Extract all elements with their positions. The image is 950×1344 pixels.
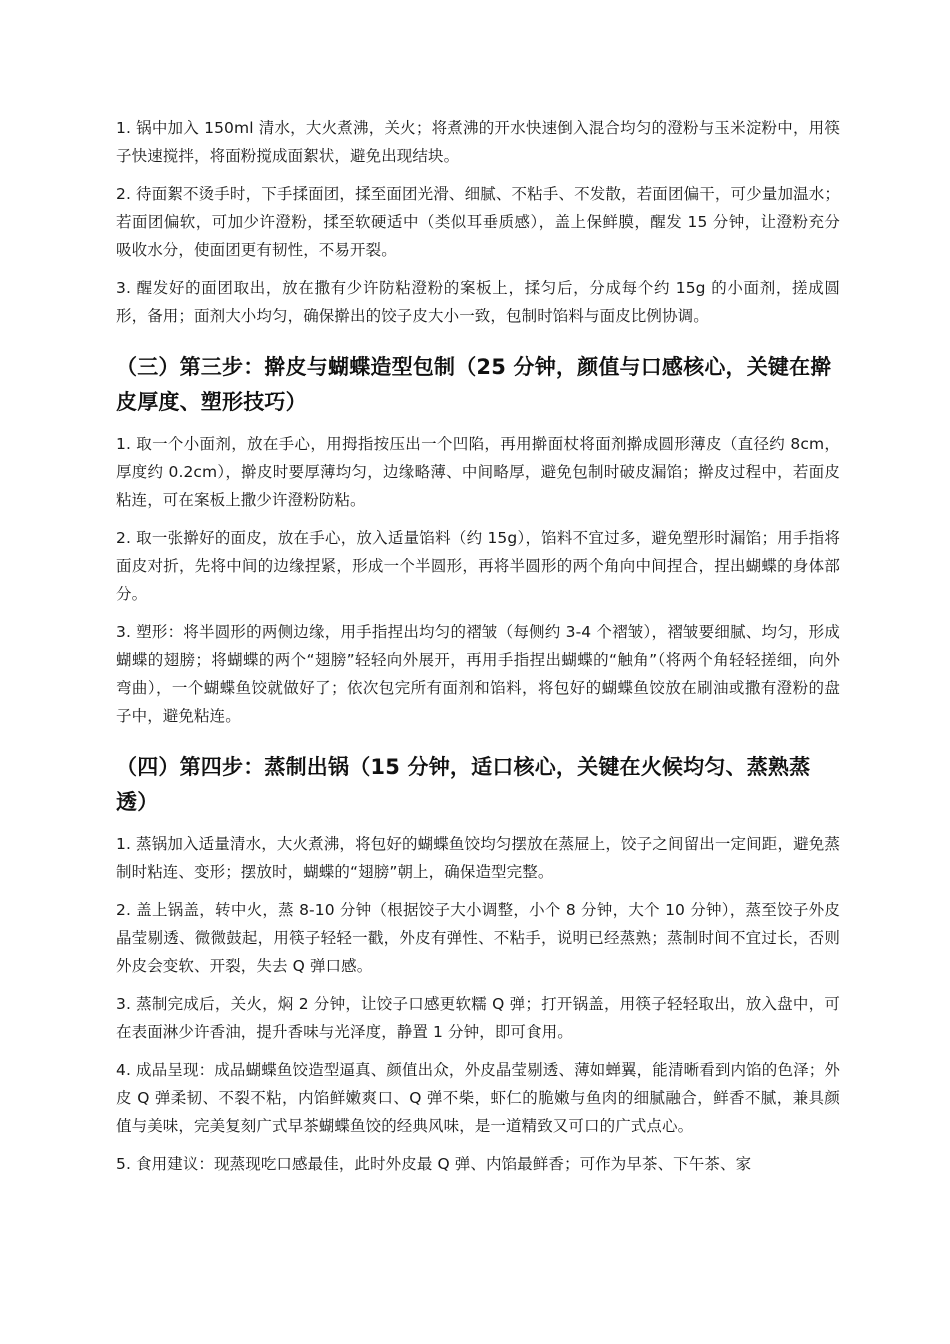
step-paragraph: 2. 取一张擀好的面皮，放在手心，放入适量馅料（约 15g），馅料不宜过多，避免塑形时漏馅；用手指将面皮对折，先将中间的边缘捏紧，形成一个半圆形，再将半圆形的两个角向中间捏合，捏出蝴蝶的身体部分。 — [116, 529, 840, 603]
step-paragraph: 3. 蒸制完成后，关火，焖 2 分钟，让饺子口感更软糯 Q 弹；打开锅盖，用筷子轻轻取出，放入盘中，可在表面淋少许香油，提升香味与光泽度，静置 1 分钟，即可食用。 — [116, 995, 840, 1041]
step-paragraph: 3. 塑形：将半圆形的两侧边缘，用手指捏出均匀的褶皱（每侧约 3-4 个褶皱），褶皱要细腻、均匀，形成蝴蝶的翅膀；将蝴蝶的两个“翅膀”轻轻向外展开，再用手指捏出蝴蝶的“触角”（将两个角轻轻搓细，向外弯曲），一个蝴蝶鱼饺就做好了；依次包完所有面剂和馅料，将包好的蝴蝶鱼饺放在刷油或撒有澄粉的盘子中，避免粘连。 — [116, 623, 840, 725]
step-paragraph: 1. 取一个小面剂，放在手心，用拇指按压出一个凹陷，再用擀面杖将面剂擀成圆形薄皮（直径约 8cm，厚度约 0.2cm），擀皮时要厚薄均匀，边缘略薄、中间略厚，避免包制时破皮漏馅；擀皮过程中，若面皮粘连，可在案板上撒少许澄粉防粘。 — [116, 435, 840, 509]
step-paragraph: 5. 食用建议：现蒸现吃口感最佳，此时外皮最 Q 弹、内馅最鲜香；可作为早茶、下午茶、家 — [116, 1155, 752, 1173]
step-paragraph: 3. 醒发好的面团取出，放在撒有少许防粘澄粉的案板上，揉匀后，分成每个约 15g 的小面剂，搓成圆形，备用；面剂大小均匀，确保擀出的饺子皮大小一致，包制时馅料与面皮比例协调。 — [116, 279, 840, 325]
section-heading-step-three: （三）第三步：擀皮与蝴蝶造型包制（25 分钟，颜值与口感核心，关键在擀皮厚度、塑形技巧） — [116, 355, 832, 414]
step-paragraph: 4. 成品呈现：成品蝴蝶鱼饺造型逼真、颜值出众，外皮晶莹剔透、薄如蝉翼，能清晰看到内馅的色泽；外皮 Q 弹柔韧、不裂不粘，内馅鲜嫩爽口、Q 弹不柴，虾仁的脆嫩与鱼肉的细腻融合，鲜香不腻，兼具颜值与美味，完美复刻广式早茶蝴蝶鱼饺的经典风味，是一道精致又可口的广式点心。 — [116, 1061, 840, 1135]
step-paragraph: 1. 锅中加入 150ml 清水，大火煮沸，关火；将煮沸的开水快速倒入混合均匀的澄粉与玉米淀粉中，用筷子快速搅拌，将面粉搅成面絮状，避免出现结块。 — [116, 119, 840, 165]
document-body — [116, 114, 840, 1188]
step-paragraph: 2. 待面絮不烫手时，下手揉面团，揉至面团光滑、细腻、不粘手、不发散，若面团偏干，可少量加温水；若面团偏软，可加少许澄粉，揉至软硬适中（类似耳垂质感），盖上保鲜膜，醒发 15 分钟，让澄粉充分吸收水分，使面团更有韧性，不易开裂。 — [116, 185, 840, 259]
section-heading-step-four: （四）第四步：蒸制出锅（15 分钟，适口核心，关键在火候均匀、蒸熟蒸透） — [116, 755, 811, 814]
step-paragraph: 2. 盖上锅盖，转中火，蒸 8-10 分钟（根据饺子大小调整，小个 8 分钟，大个 10 分钟），蒸至饺子外皮晶莹剔透、微微鼓起，用筷子轻轻一戳，外皮有弹性、不粘手，说明已经蒸熟；蒸制时间不宜过长，否则外皮会变软、开裂，失去 Q 弹口感。 — [116, 901, 840, 975]
step-paragraph: 1. 蒸锅加入适量清水，大火煮沸，将包好的蝴蝶鱼饺均匀摆放在蒸屉上，饺子之间留出一定间距，避免蒸制时粘连、变形；摆放时，蝴蝶的“翅膀”朝上，确保造型完整。 — [116, 835, 840, 881]
